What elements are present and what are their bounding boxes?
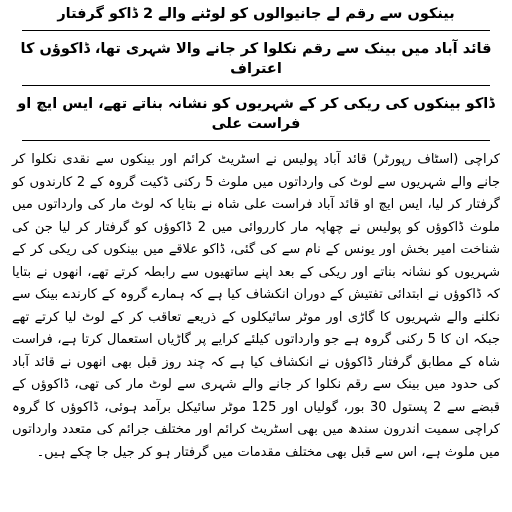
headline-sub-1: قائد آباد میں بینک سے رقم نکلوا کر جانے والا شہری تھا، ڈاکوؤں کا اعتراف bbox=[20, 41, 492, 77]
headline-divider bbox=[22, 30, 490, 31]
article-body: کراچی (اسٹاف رپورٹر) قائد آباد پولیس نے اسٹریٹ کرائم اور بینکوں سے نقدی نکلوا کر جانے والے شہریوں سے لوٹ کی وارداتوں میں ملوث 5 رکنی ڈکیت گروہ کے 2 کارندوں کو گرفتار کر لیا، ایس ایچ او قائد آباد فراست علی شاہ نے بتایا کہ لوٹ مار کی وارداتوں میں ملوث ڈاکوؤں کو پولیس نے چھاپہ مار کارروائی میں 2 ڈاکوؤں کو گرفتار کر لیا جن کی شناخت امیر بخش اور یونس کے نام سے کی گئی، ڈاکو علاقے میں بینکوں کی ریکی کر کے شہریوں کو نشانہ بناتے اور ریکی کے بعد اپنے ساتھیوں سے رابطہ کرتے تھے، انھوں نے بتایا کہ ڈاکوؤں نے ابتدائی تفتیش کے دوران انکشاف کیا ہے کہ ہمارے گروہ کے کارندے بینک سے نکلنے والے شہریوں کا گاڑی اور موٹر سائیکلوں کے ذریعے تعاقب کر کے لوٹ لیا کرتے تھے جبکہ ان کا 5 رکنی گروہ ہے جو وارداتوں کیلئے کرایے پر گاڑیاں استعمال کرتا ہے، فراست شاہ کے مطابق گرفتار ڈاکوؤں نے انکشاف کیا ہے کہ چند روز قبل بھی انھوں نے قائد آباد کی حدود میں بینک سے رقم نکلوا کر جانے والے شہری سے لوٹ مار کی تھی، ڈاکوؤں کے قبضے سے 2 پستول 30 بور، گولیاں اور 125 موٹر سائیکل برآمد ہوئی، ڈاکوؤں کا گروہ کراچی سمیت اندرون سندھ میں بھی اسٹریٹ کرائم اور مختلف جرائم کی متعدد وارداتوں میں ملوث ہے، اس سے قبل بھی مختلف مقدمات میں گرفتار ہو کر جیل جا چکے ہیں۔ bbox=[12, 152, 500, 460]
headline-divider bbox=[22, 140, 490, 141]
headline-main: بینکوں سے رقم لے جانیوالوں کو لوٹنے والے 2 ڈاکو گرفتار bbox=[57, 6, 455, 22]
headline-divider bbox=[22, 85, 490, 86]
headline-sub-2: ڈاکو بینکوں کی ریکی کر کے شہریوں کو نشانہ بناتے تھے، ایس ایچ او فراست علی bbox=[17, 96, 495, 132]
